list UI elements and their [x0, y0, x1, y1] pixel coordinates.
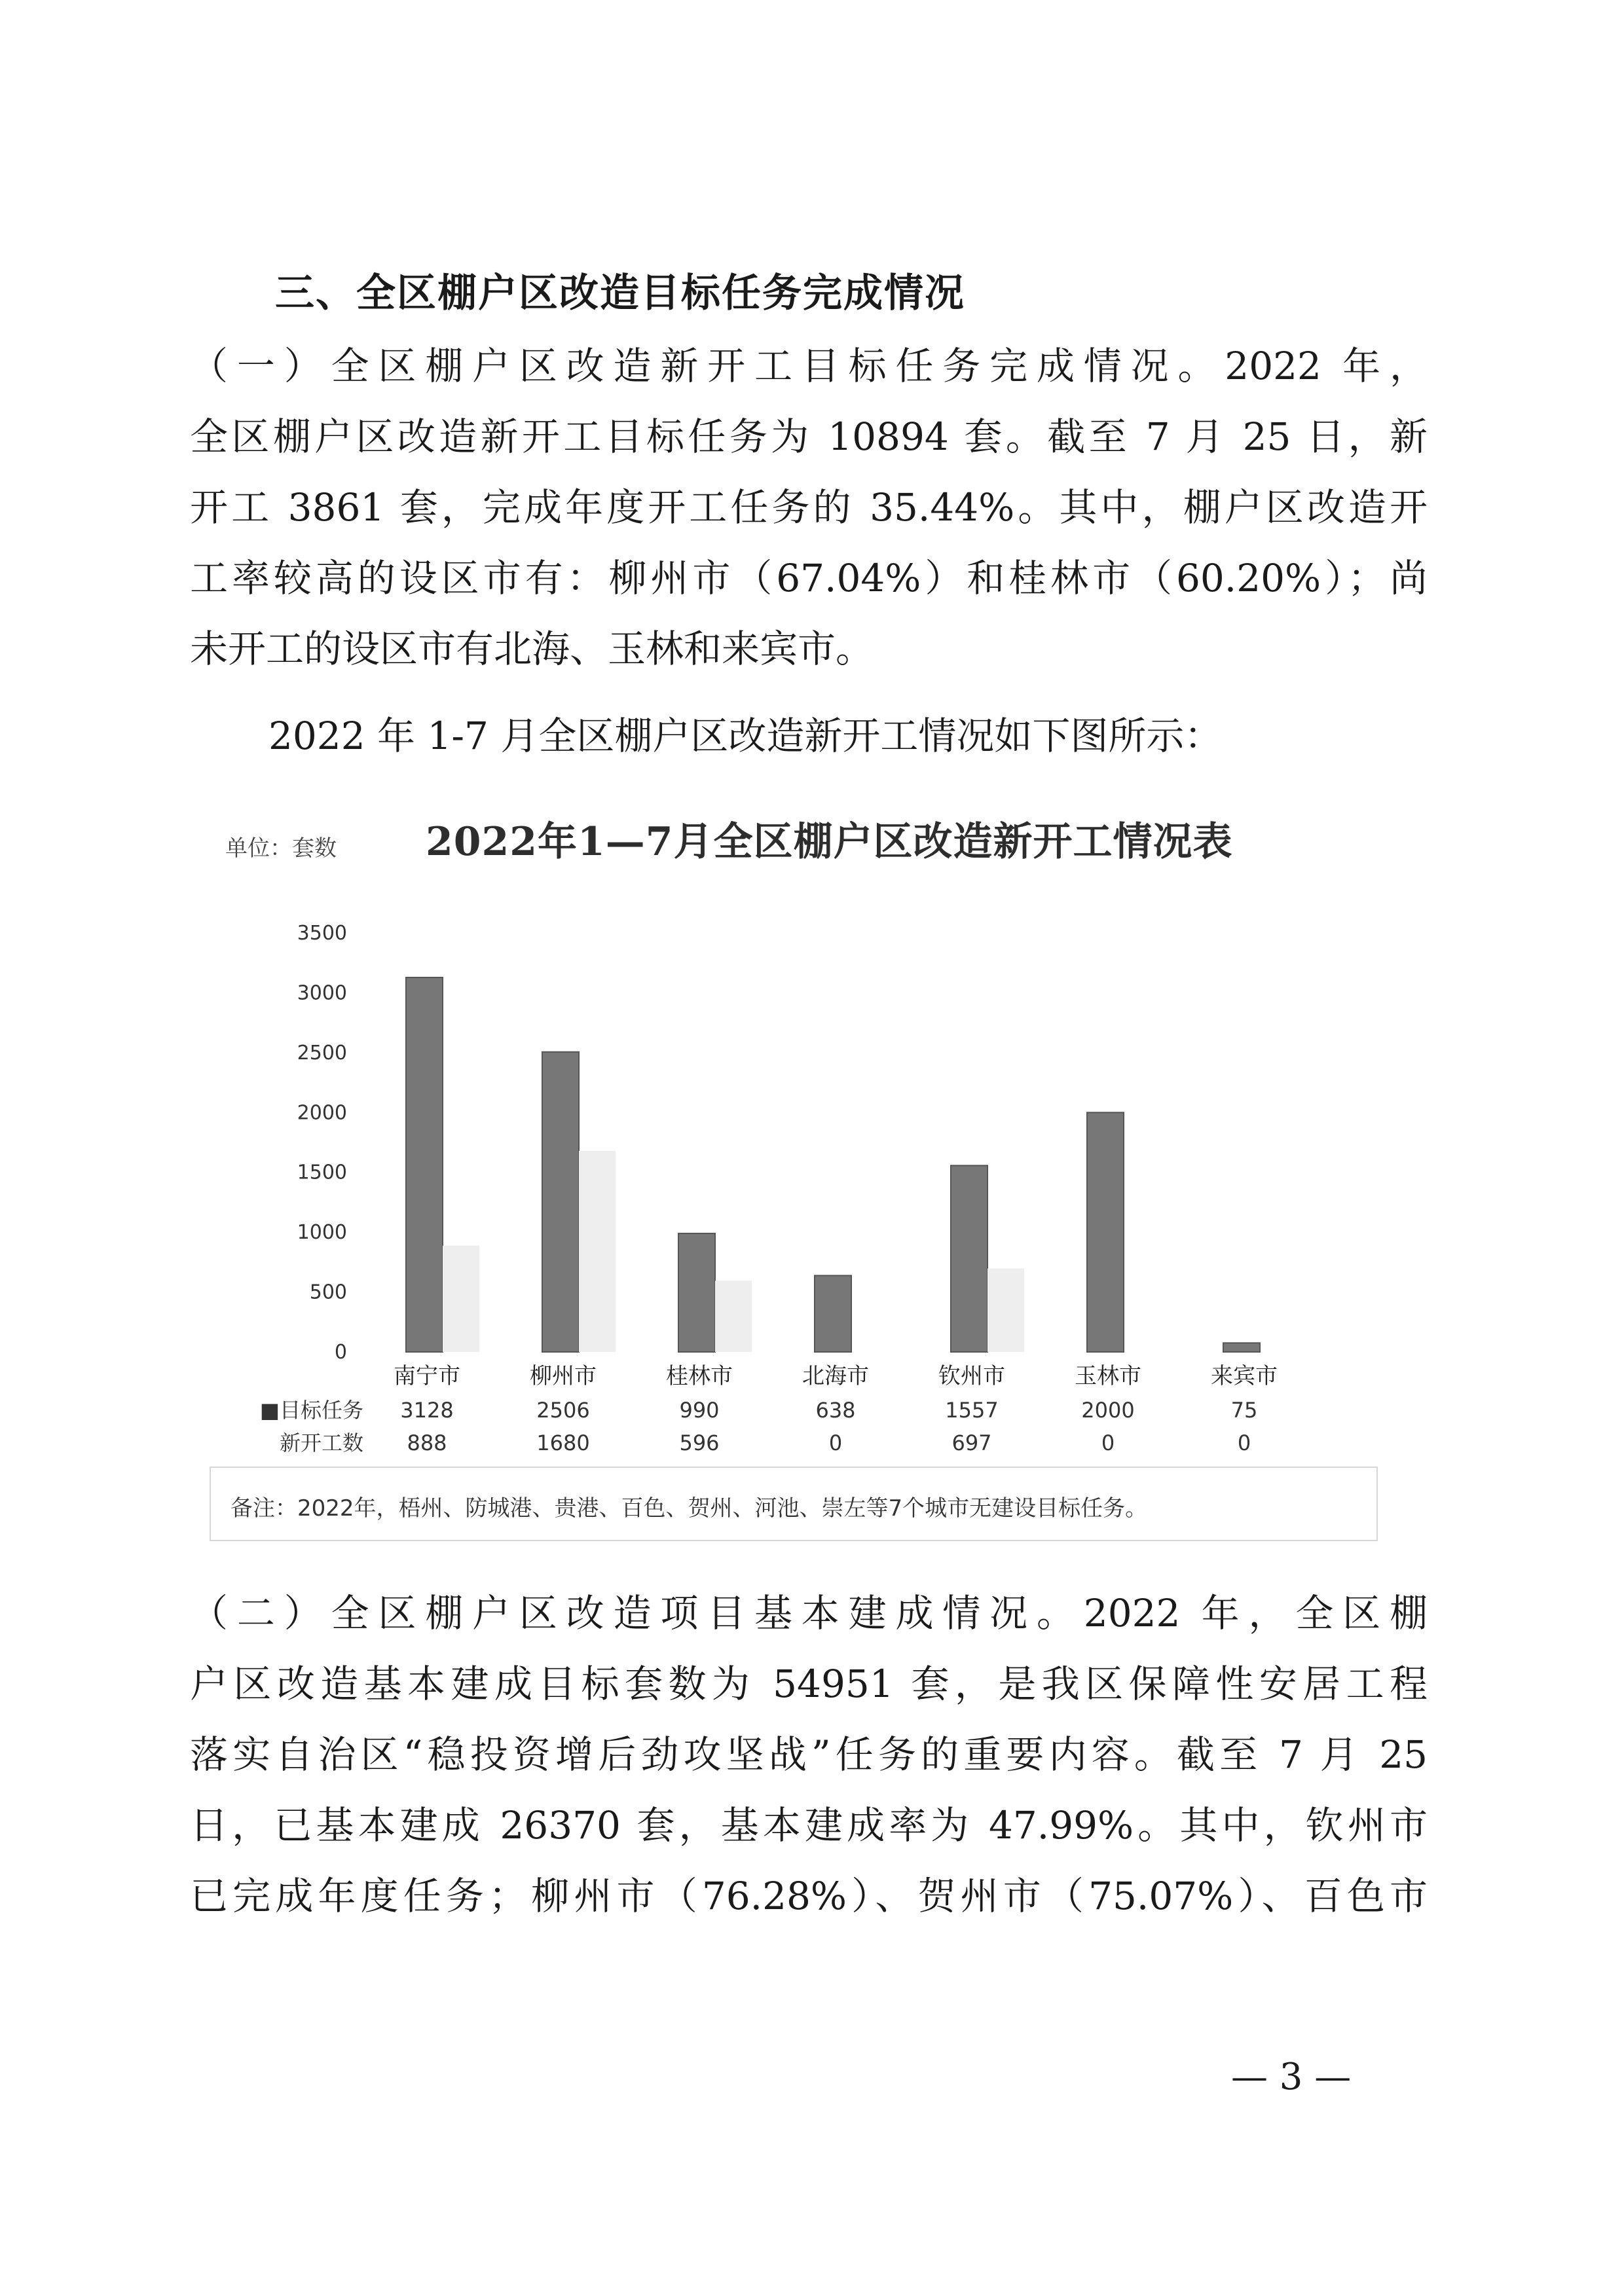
y-tick-label: 3000	[297, 981, 347, 1005]
table-cell-started: 0	[1237, 1430, 1251, 1455]
bar-target	[815, 1275, 851, 1352]
paragraph-line: 工率较高的设区市有：柳州市（67.04%）和桂林市（60.20%）；尚	[190, 556, 1428, 600]
bar-target	[406, 977, 443, 1352]
table-cell-started: 0	[1101, 1430, 1115, 1455]
paragraph-line: 落实自治区“稳投资增后劲攻坚战”任务的重要内容。截至 7 月 25	[190, 1732, 1428, 1777]
paragraph-line: （一）全区棚户区改造新开工目标任务完成情况。2022 年，	[190, 344, 1428, 388]
table-cell-target: 990	[679, 1398, 720, 1423]
table-row-label-target: ■目标任务	[259, 1398, 363, 1423]
section-heading: 三、全区棚户区改造目标任务完成情况	[275, 270, 965, 316]
y-tick-label: 500	[309, 1281, 347, 1304]
y-tick-label: 2000	[297, 1101, 347, 1125]
paragraph-line: 已完成年度任务；柳州市（76.28%）、贺州市（75.07%）、百色市	[190, 1874, 1428, 1918]
paragraph-line: 未开工的设区市有北海、玉林和来宾市。	[190, 627, 874, 671]
x-category-label: 南宁市	[394, 1363, 460, 1389]
chart-note-text: 备注：2022年，梧州、防城港、贵港、百色、贺州、河池、崇左等7个城市无建设目标任务。	[231, 1495, 1148, 1522]
chart-unit-label: 单位：套数	[225, 835, 337, 862]
chart-title: 2022年1—7月全区棚户区改造新开工情况表	[426, 819, 1233, 865]
table-cell-started: 0	[828, 1430, 843, 1455]
table-cell-started: 697	[951, 1430, 992, 1455]
chart-note	[210, 1467, 1378, 1541]
bar-started	[579, 1151, 616, 1352]
x-category-label: 玉林市	[1075, 1363, 1141, 1389]
bar-started	[715, 1281, 752, 1352]
table-cell-started: 888	[407, 1430, 447, 1455]
paragraph-line: 户区改造基本建成目标套数为 54951 套，是我区保障性安居工程	[190, 1662, 1428, 1706]
y-tick-label: 2500	[297, 1041, 347, 1065]
x-category-label: 北海市	[802, 1363, 869, 1389]
table-cell-target: 638	[815, 1398, 856, 1423]
chart-intro	[268, 701, 1382, 771]
chart-intro-line: 2022 年 1-7 月全区棚户区改造新开工情况如下图所示：	[268, 714, 1223, 758]
table-cell-target: 2000	[1081, 1398, 1135, 1423]
table-cell-target: 75	[1230, 1398, 1258, 1423]
y-tick-label: 1000	[297, 1221, 347, 1245]
y-tick-label: 1500	[297, 1161, 347, 1184]
bar-started	[987, 1269, 1024, 1352]
table-cell-target: 2506	[536, 1398, 590, 1423]
paragraph-line: （二）全区棚户区改造项目基本建成情况。2022 年，全区棚	[190, 1591, 1428, 1635]
table-cell-started: 1680	[536, 1430, 590, 1455]
paragraph-section-1	[190, 331, 1428, 684]
bar-chart	[210, 799, 1388, 1467]
table-row-label-started: 新开工数	[279, 1430, 363, 1455]
bar-target	[1087, 1112, 1124, 1352]
page-number: — 3 —	[1231, 2056, 1352, 2098]
paragraph-section-2	[190, 1578, 1428, 1931]
table-cell-target: 3128	[400, 1398, 454, 1423]
y-tick-label: 0	[334, 1341, 347, 1364]
table-cell-target: 1557	[945, 1398, 999, 1423]
x-category-label: 桂林市	[666, 1363, 733, 1389]
table-cell-started: 596	[679, 1430, 720, 1455]
x-category-label: 钦州市	[938, 1363, 1005, 1389]
bar-target	[542, 1052, 579, 1352]
bar-started	[443, 1246, 479, 1352]
bar-target	[951, 1165, 987, 1352]
paragraph-line: 全区棚户区改造新开工目标任务为 10894 套。截至 7 月 25 日，新	[190, 414, 1428, 459]
bar-target	[1223, 1343, 1260, 1352]
paragraph-line: 日，已基本建成 26370 套，基本建成率为 47.99%。其中，钦州市	[190, 1803, 1428, 1848]
x-category-label: 来宾市	[1211, 1363, 1278, 1389]
x-category-label: 柳州市	[530, 1363, 597, 1389]
paragraph-line: 开工 3861 套，完成年度开工任务的 35.44%。其中，棚户区改造开	[190, 485, 1428, 530]
bar-target	[678, 1233, 715, 1352]
y-tick-label: 3500	[297, 922, 347, 945]
chart-figure	[210, 799, 1388, 1571]
